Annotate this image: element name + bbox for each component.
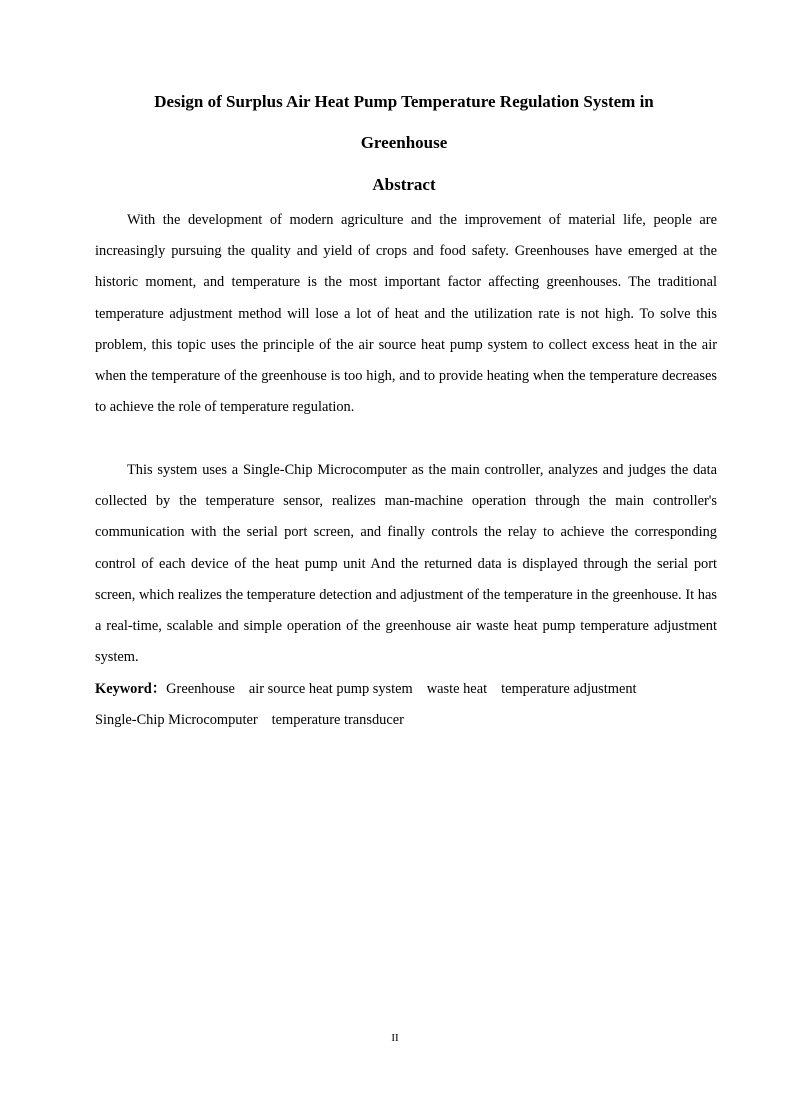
keyword-item: Single-Chip Microcomputer [95, 712, 258, 729]
keyword-item: temperature transducer [271, 712, 404, 729]
keyword-label: Keyword： [95, 681, 167, 697]
keyword-item: temperature adjustment [501, 681, 637, 697]
title-line-2: Greenhouse [360, 133, 448, 152]
abstract-paragraph-1: With the development of modern agriculture and the improvement of material life, people are increasingly pursuing the quality and yield of crops and food safety. Greenhouses have emerged at the historic moment, and temperature is the most important factor affecting greenhouses. The traditional temperature adjustment method will lose a lot of heat and the utilization rate is not high. To solve this problem, this topic uses the principle of the air source heat pump system to collect excess heat in the air when the temperature of the greenhouse is too high, and to provide heating when the temperature decreases to achieve the role of temperature regulation. [95, 212, 717, 416]
keywords-line [95, 674, 717, 736]
keyword-item: air source heat pump system [248, 681, 413, 697]
keyword-item: Greenhouse [166, 681, 235, 697]
title-line-1: Design of Surplus Air Heat Pump Temperature Regulation System in [154, 92, 654, 111]
abstract-heading: Abstract [372, 175, 436, 194]
abstract-paragraph-2: This system uses a Single-Chip Microcomputer as the main controller, analyzes and judges the data collected by the temperature sensor, realizes man-machine operation through the main controller's communication with the serial port screen, and finally controls the relay to achieve the corresponding control of each device of the heat pump unit And the returned data is displayed through the serial port screen, which realizes the temperature detection and adjustment of the temperature in the greenhouse. It has a real-time, scalable and simple operation of the greenhouse air waste heat pump temperature adjustment system. [95, 462, 717, 666]
page-number: II [391, 1032, 399, 1044]
keyword-item: waste heat [426, 681, 488, 697]
